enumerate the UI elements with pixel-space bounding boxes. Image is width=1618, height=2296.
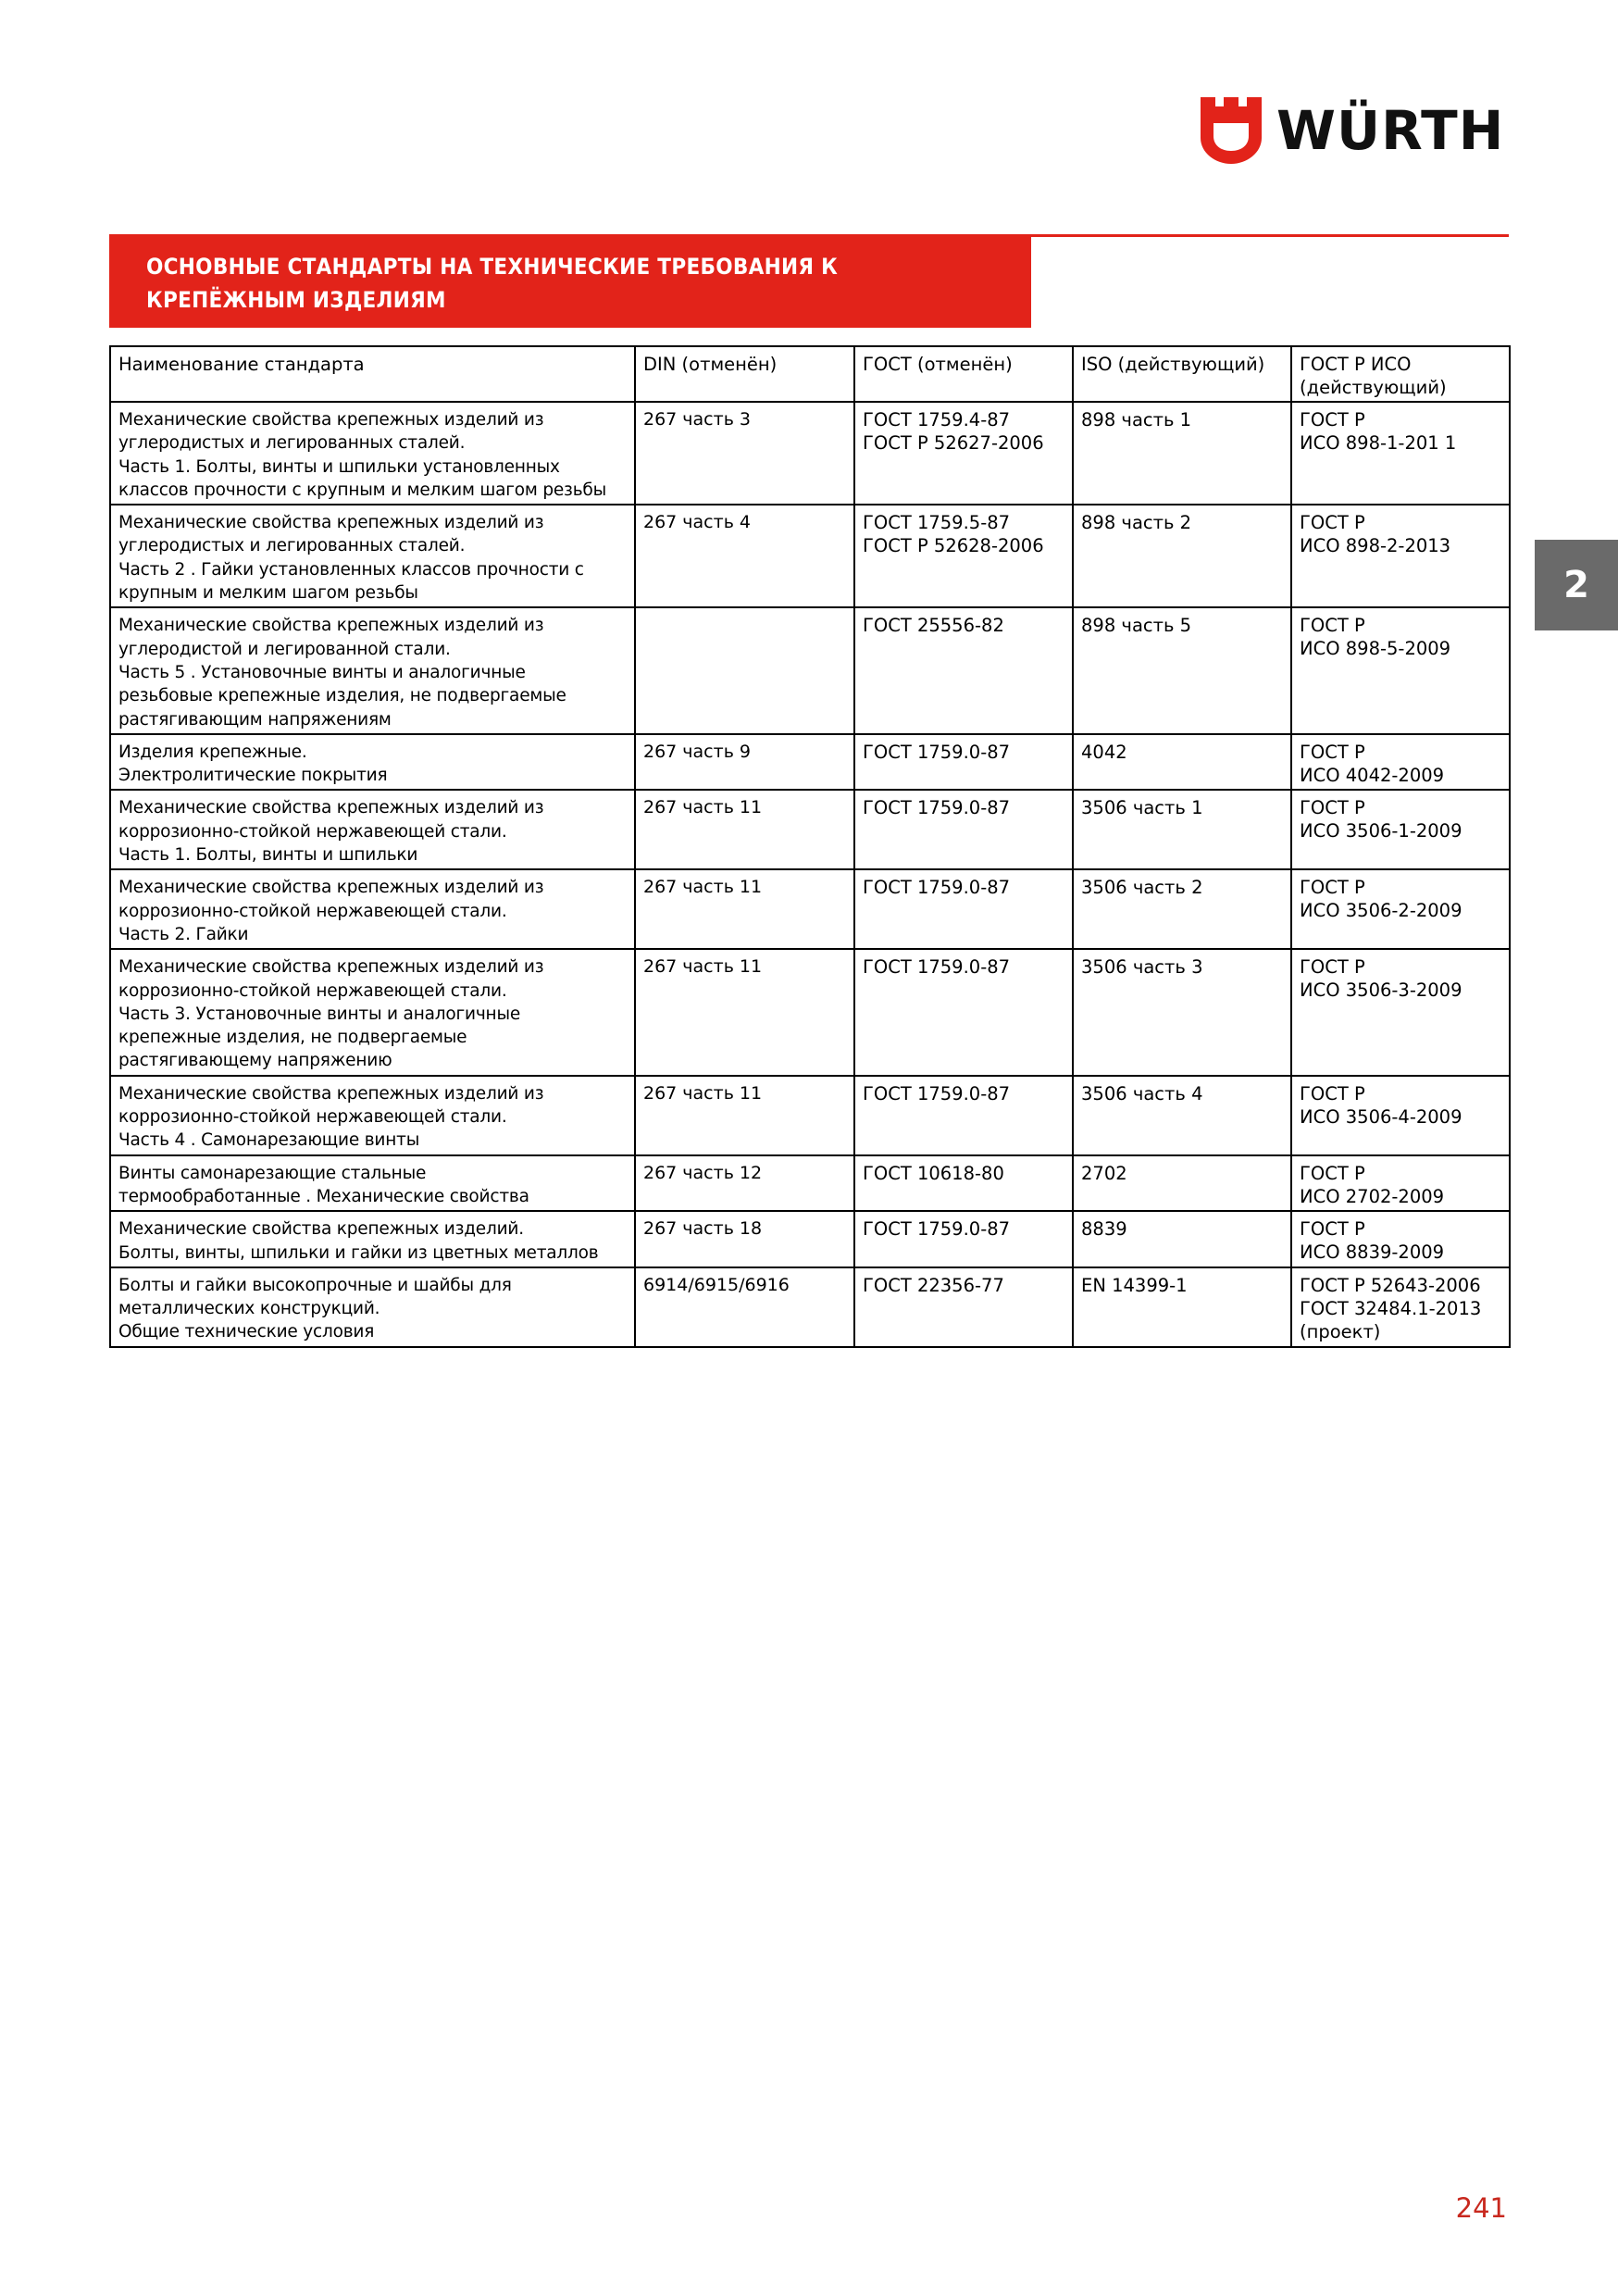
din-cell: 267 часть 9 (635, 734, 854, 791)
page-title: ОСНОВНЫЕ СТАНДАРТЫ НА ТЕХНИЧЕСКИЕ ТРЕБОВАНИЯ К КРЕПЁЖНЫМ ИЗДЕЛИЯМ (146, 254, 839, 313)
din-cell (635, 607, 854, 733)
gost-r-iso-cell: ГОСТ Р ИСО 3506-1-2009 (1291, 790, 1510, 869)
iso-cell: 4042 (1073, 734, 1291, 791)
iso-cell: 898 часть 5 (1073, 607, 1291, 733)
din-cell: 267 часть 3 (635, 402, 854, 505)
column-header-gost-r-iso: ГОСТ Р ИСО (действующий) (1291, 346, 1510, 402)
iso-cell: 3506 часть 3 (1073, 949, 1291, 1075)
gost-cell: ГОСТ 1759.0-87 (854, 790, 1073, 869)
din-cell: 267 часть 4 (635, 505, 854, 607)
standard-name-cell: Изделия крепежные. Электролитические покрытия (110, 734, 635, 791)
gost-cell: ГОСТ 1759.0-87 (854, 949, 1073, 1075)
gost-cell: ГОСТ 1759.0-87 (854, 734, 1073, 791)
table-row (110, 869, 1510, 949)
chapter-tab: 2 (1535, 540, 1618, 630)
gost-cell: ГОСТ 22356-77 (854, 1267, 1073, 1347)
table-row (110, 1267, 1510, 1347)
gost-r-iso-cell: ГОСТ Р ИСО 4042-2009 (1291, 734, 1510, 791)
title-band (109, 237, 1031, 328)
iso-cell: EN 14399-1 (1073, 1267, 1291, 1347)
standard-name-cell: Механические свойства крепежных изделий из углеродистых и легированных сталей. Часть 2 . Гайки установленных классов прочности с крупным и мелким шагом резьбы (110, 505, 635, 607)
gost-r-iso-cell: ГОСТ Р ИСО 898-1-201 1 (1291, 402, 1510, 505)
standard-name-cell: Механические свойства крепежных изделий из углеродистой и легированной стали. Часть 5 . Установочные винты и аналогичные резьбовые крепежные изделия, не подвергаемые растягивающим напряжениям (110, 607, 635, 733)
iso-cell: 3506 часть 1 (1073, 790, 1291, 869)
iso-cell: 898 часть 2 (1073, 505, 1291, 607)
standard-name-cell: Механические свойства крепежных изделий из коррозионно-стойкой нержавеющей стали. Часть 4 . Самонарезающие винты (110, 1076, 635, 1155)
gost-r-iso-cell: ГОСТ Р 52643-2006 ГОСТ 32484.1-2013 (проект) (1291, 1267, 1510, 1347)
table-header-row (110, 346, 1510, 402)
gost-r-iso-cell: ГОСТ Р ИСО 3506-4-2009 (1291, 1076, 1510, 1155)
standard-name-cell: Механические свойства крепежных изделий из коррозионно-стойкой нержавеющей стали. Часть 2. Гайки (110, 869, 635, 949)
gost-cell: ГОСТ 1759.0-87 (854, 869, 1073, 949)
table-row (110, 505, 1510, 607)
standard-name-cell: Механические свойства крепежных изделий из коррозионно-стойкой нержавеющей стали. Часть 3. Установочные винты и аналогичные крепежные изделия, не подвергаемые растягивающему напряжению (110, 949, 635, 1075)
gost-cell: ГОСТ 1759.4-87 ГОСТ Р 52627-2006 (854, 402, 1073, 505)
gost-cell: ГОСТ 1759.0-87 (854, 1076, 1073, 1155)
standard-name-cell: Болты и гайки высокопрочные и шайбы для металлических конструкций. Общие технические условия (110, 1267, 635, 1347)
table-row (110, 734, 1510, 791)
iso-cell: 3506 часть 2 (1073, 869, 1291, 949)
wurth-wordmark: WÜRTH (1276, 99, 1505, 162)
din-cell: 267 часть 11 (635, 869, 854, 949)
table-row (110, 1211, 1510, 1267)
wurth-emblem-icon (1201, 97, 1262, 164)
din-cell: 267 часть 18 (635, 1211, 854, 1267)
din-cell: 267 часть 12 (635, 1155, 854, 1212)
table-row (110, 1076, 1510, 1155)
standard-name-cell: Механические свойства крепежных изделий. Болты, винты, шпильки и гайки из цветных металлов (110, 1211, 635, 1267)
table-body (110, 402, 1510, 1347)
gost-r-iso-cell: ГОСТ Р ИСО 898-2-2013 (1291, 505, 1510, 607)
din-cell: 267 часть 11 (635, 1076, 854, 1155)
column-header-iso: ISO (действующий) (1073, 346, 1291, 402)
column-header-gost: ГОСТ (отменён) (854, 346, 1073, 402)
gost-r-iso-cell: ГОСТ Р ИСО 2702-2009 (1291, 1155, 1510, 1212)
wurth-logo (1201, 97, 1511, 164)
gost-cell: ГОСТ 1759.5-87 ГОСТ Р 52628-2006 (854, 505, 1073, 607)
standard-name-cell: Механические свойства крепежных изделий из углеродистых и легированных сталей. Часть 1. Болты, винты и шпильки установленных классов прочности с крупным и мелким шагом резьбы (110, 402, 635, 505)
standard-name-cell: Механические свойства крепежных изделий из коррозионно-стойкой нержавеющей стали. Часть 1. Болты, винты и шпильки (110, 790, 635, 869)
gost-r-iso-cell: ГОСТ Р ИСО 3506-2-2009 (1291, 869, 1510, 949)
standards-table (109, 345, 1511, 1348)
gost-r-iso-cell: ГОСТ Р ИСО 898-5-2009 (1291, 607, 1510, 733)
din-cell: 6914/6915/6916 (635, 1267, 854, 1347)
iso-cell: 8839 (1073, 1211, 1291, 1267)
page-number: 241 (1455, 2192, 1507, 2224)
table-row (110, 607, 1510, 733)
table-row (110, 1155, 1510, 1212)
table-row (110, 790, 1510, 869)
din-cell: 267 часть 11 (635, 790, 854, 869)
iso-cell: 2702 (1073, 1155, 1291, 1212)
gost-r-iso-cell: ГОСТ Р ИСО 3506-3-2009 (1291, 949, 1510, 1075)
iso-cell: 898 часть 1 (1073, 402, 1291, 505)
standard-name-cell: Винты самонарезающие стальные термообработанные . Механические свойства (110, 1155, 635, 1212)
din-cell: 267 часть 11 (635, 949, 854, 1075)
column-header-name: Наименование стандарта (110, 346, 635, 402)
table-row (110, 949, 1510, 1075)
table-row (110, 402, 1510, 505)
gost-cell: ГОСТ 1759.0-87 (854, 1211, 1073, 1267)
gost-cell: ГОСТ 25556-82 (854, 607, 1073, 733)
gost-r-iso-cell: ГОСТ Р ИСО 8839-2009 (1291, 1211, 1510, 1267)
column-header-din: DIN (отменён) (635, 346, 854, 402)
gost-cell: ГОСТ 10618-80 (854, 1155, 1073, 1212)
iso-cell: 3506 часть 4 (1073, 1076, 1291, 1155)
